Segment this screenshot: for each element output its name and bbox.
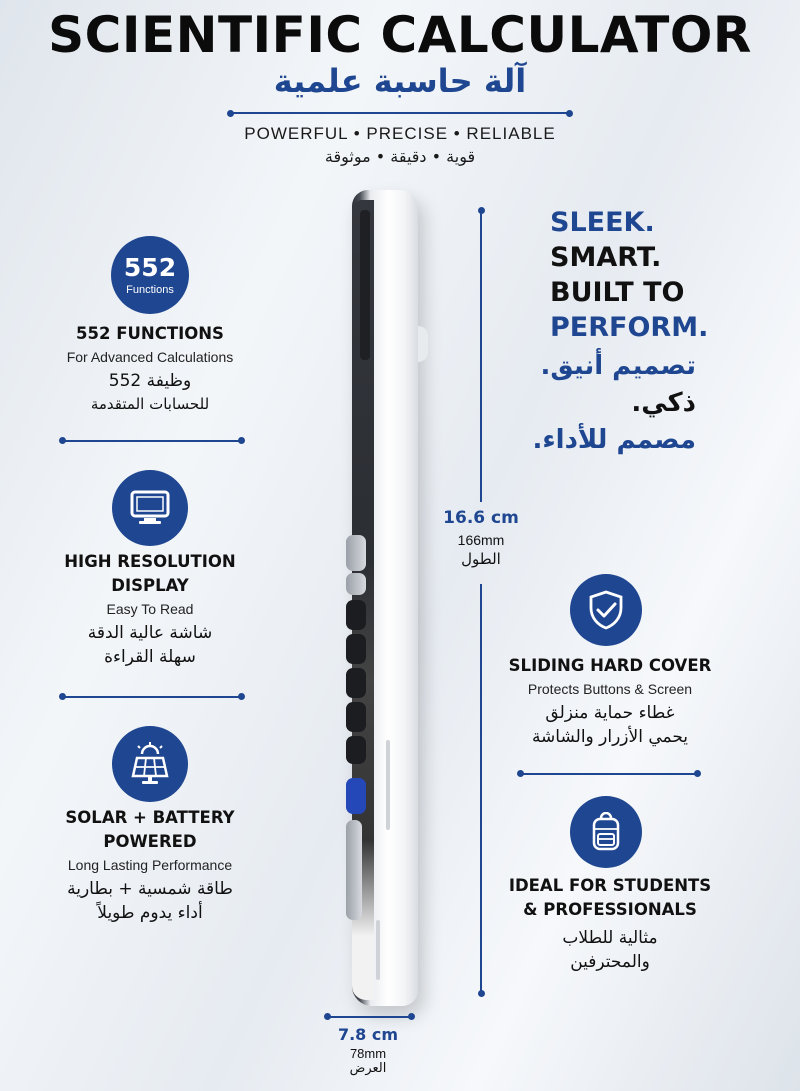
- slogan-english: [550, 205, 770, 345]
- feature-subtitle-arabic: أداء يدوم طويلاً: [97, 903, 203, 924]
- divider-dot: [566, 110, 573, 117]
- width-dimension-line: [329, 1016, 411, 1018]
- feature-title-arabic: 552 وظيفة: [108, 370, 192, 391]
- monitor-icon-badge: [112, 470, 188, 546]
- feature-title-line2: DISPLAY: [111, 575, 189, 595]
- slogan-arabic-line: مصمم للأداء.: [532, 425, 696, 455]
- width-mm: 78mm: [349, 1046, 387, 1061]
- divider-dot: [238, 437, 245, 444]
- feature-title-arabic: طاقة شمسية + بطارية: [67, 878, 233, 899]
- slogan-arabic-line: ذكي.: [631, 388, 696, 418]
- calculator-key: [346, 668, 366, 698]
- calculator-display: [360, 210, 370, 360]
- height-cm: 16.6 cm: [443, 508, 519, 528]
- feature-title-arabic: غطاء حماية منزلق: [545, 702, 675, 723]
- tagline: POWERFUL • PRECISE • RELIABLE: [244, 124, 556, 143]
- feature-functions: [40, 322, 260, 415]
- calculator-key: [346, 573, 366, 595]
- slogan-line: PERFORM.: [550, 312, 709, 343]
- page-title: SCIENTIFIC CALCULATOR: [48, 6, 752, 64]
- divider-dot: [694, 770, 701, 777]
- divider-dot: [238, 693, 245, 700]
- height-dimension-line: [480, 212, 482, 502]
- backpack-icon: [589, 812, 623, 852]
- width-label-arabic: العرض: [349, 1061, 387, 1076]
- slogan-line: BUILT TO: [550, 277, 685, 308]
- dimension-endpoint: [478, 990, 485, 997]
- feature-display: [40, 550, 260, 670]
- calculator-slide-rail: [376, 920, 380, 980]
- feature-title: SLIDING HARD COVER: [508, 656, 712, 675]
- tagline-arabic: قوية • دقيقة • موثوقة: [324, 147, 476, 166]
- feature-title: IDEAL FOR STUDENTS: [508, 876, 712, 895]
- shield-check-icon: [588, 590, 624, 630]
- functions-badge: [111, 236, 189, 314]
- feature-subtitle: Long Lasting Performance: [67, 856, 233, 873]
- height-dimension-label: [430, 508, 532, 568]
- feature-solar: [40, 806, 260, 926]
- calculator-key: [346, 820, 362, 920]
- height-label-arabic: الطول: [461, 550, 501, 568]
- solar-panel-icon: [128, 742, 172, 786]
- calculator-key: [346, 702, 366, 732]
- feature-subtitle-arabic: للحسابات المتقدمة: [90, 395, 210, 414]
- feature-title: SOLAR + BATTERY: [65, 808, 235, 827]
- feature-subtitle-arabic: سهلة القراءة: [104, 647, 196, 668]
- slogan-arabic-line: تصميم أنيق.: [540, 351, 696, 381]
- slogan-line: SLEEK.: [550, 207, 655, 238]
- feature-cover: [500, 654, 720, 750]
- shield-icon-badge: [570, 574, 642, 646]
- width-dimension-label: [318, 1025, 418, 1076]
- calculator-key: [346, 535, 366, 571]
- section-divider: [522, 773, 696, 775]
- feature-subtitle: Easy To Read: [106, 600, 194, 617]
- feature-title: HIGH RESOLUTION: [64, 552, 236, 571]
- monitor-icon: [129, 489, 171, 527]
- feature-subtitle: For Advanced Calculations: [66, 348, 234, 365]
- slogan-arabic: [520, 348, 696, 459]
- feature-subtitle-arabic: يحمي الأزرار والشاشة: [531, 727, 689, 748]
- functions-badge-number: 552: [123, 252, 177, 282]
- calculator-key: [346, 736, 366, 764]
- calculator-cover-clip: [418, 326, 428, 362]
- feature-title-arabic: مثالية للطلاب: [562, 927, 658, 948]
- section-divider: [64, 696, 240, 698]
- feature-title-line2: POWERED: [103, 831, 197, 851]
- feature-subtitle-arabic: والمحترفين: [570, 952, 650, 973]
- slogan-line: SMART.: [550, 242, 662, 273]
- height-mm: 166mm: [457, 532, 505, 548]
- dimension-endpoint: [408, 1013, 415, 1020]
- feature-title-line2: & PROFESSIONALS: [523, 899, 697, 919]
- calculator-key-blue: [346, 778, 366, 814]
- header-divider: [232, 112, 569, 114]
- backpack-icon-badge: [570, 796, 642, 868]
- calculator-slide-rail: [386, 740, 390, 830]
- calculator-key: [346, 600, 366, 630]
- section-divider: [64, 440, 240, 442]
- feature-students: [495, 874, 725, 975]
- feature-title: 552 FUNCTIONS: [76, 324, 224, 343]
- feature-title-arabic: شاشة عالية الدقة: [87, 622, 213, 643]
- page-title-arabic: آلة حاسبة علمية: [273, 62, 527, 100]
- calculator-key: [346, 634, 366, 664]
- functions-badge-label: Functions: [126, 283, 174, 296]
- width-cm: 7.8 cm: [337, 1025, 399, 1044]
- feature-subtitle: Protects Buttons & Screen: [527, 680, 693, 697]
- height-dimension-line: [480, 584, 482, 994]
- solar-icon-badge: [112, 726, 188, 802]
